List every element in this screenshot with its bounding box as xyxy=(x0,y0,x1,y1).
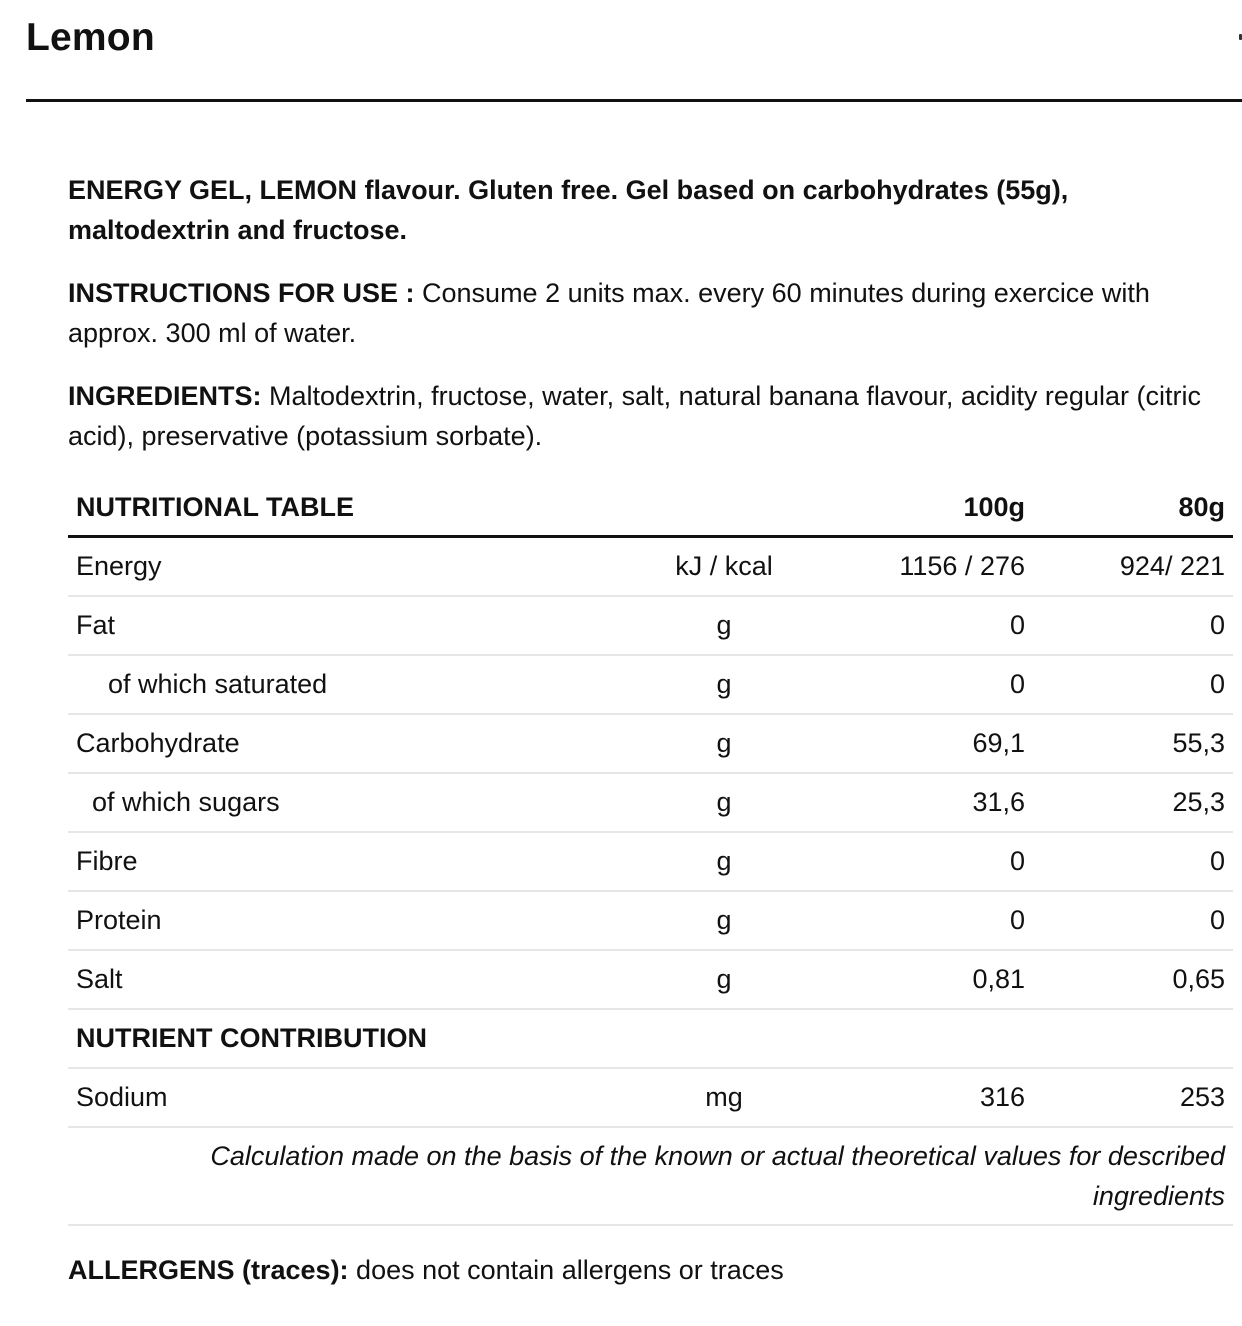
nutrient-name: Fat xyxy=(68,596,642,655)
section-row xyxy=(68,1009,1233,1068)
table-row xyxy=(68,832,1233,891)
nutrient-name: Protein xyxy=(68,891,642,950)
value-100g: 0 xyxy=(806,596,1033,655)
nutrient-name: Carbohydrate xyxy=(68,714,642,773)
nutrient-name: of which saturated xyxy=(68,655,642,714)
ingredients-label: INGREDIENTS: xyxy=(68,381,262,411)
instructions-paragraph xyxy=(68,273,1233,353)
value-100g: 0 xyxy=(806,891,1033,950)
unit-column-header xyxy=(642,479,806,537)
nutrient-name: Sodium xyxy=(68,1068,642,1127)
value-100g: 31,6 xyxy=(806,773,1033,832)
value-80g: 0,65 xyxy=(1033,950,1233,1009)
note-row xyxy=(68,1127,1233,1225)
value-80g: 0 xyxy=(1033,832,1233,891)
value-80g: 253 xyxy=(1033,1068,1233,1127)
nutrient-unit: g xyxy=(642,773,806,832)
calculation-note: Calculation made on the basis of the known or actual theoretical values for described ingredients xyxy=(68,1127,1233,1225)
column-header-100g: 100g xyxy=(806,479,1033,537)
allergens-label: ALLERGENS (traces): xyxy=(68,1255,349,1285)
instructions-label: INSTRUCTIONS FOR USE : xyxy=(68,278,415,308)
table-row xyxy=(68,537,1233,597)
value-80g: 0 xyxy=(1033,655,1233,714)
nutrient-name: Energy xyxy=(68,537,642,597)
nutrient-unit: g xyxy=(642,950,806,1009)
product-description: ENERGY GEL, LEMON flavour. Gluten free. Gel based on carbohydrates (55g), maltodextrin and fructose. xyxy=(68,175,1069,245)
nutrient-unit: g xyxy=(642,596,806,655)
nutrient-unit: kJ / kcal xyxy=(642,537,806,597)
nutritional-table xyxy=(68,479,1233,1226)
table-row xyxy=(68,1068,1233,1127)
section-title: NUTRIENT CONTRIBUTION xyxy=(68,1009,1233,1068)
value-80g: 924/ 221 xyxy=(1033,537,1233,597)
value-100g: 316 xyxy=(806,1068,1033,1127)
nutrient-name: Salt xyxy=(68,950,642,1009)
table-row xyxy=(68,950,1233,1009)
nutrient-unit: g xyxy=(642,891,806,950)
product-header xyxy=(26,0,1242,102)
value-100g: 0 xyxy=(806,832,1033,891)
value-80g: 0 xyxy=(1033,891,1233,950)
nutrient-unit: g xyxy=(642,832,806,891)
product-details xyxy=(68,170,1233,1290)
nutrient-unit: mg xyxy=(642,1068,806,1127)
column-header-80g: 80g xyxy=(1033,479,1233,537)
allergens-text: does not contain allergens or traces xyxy=(348,1255,784,1285)
table-row xyxy=(68,714,1233,773)
value-100g: 69,1 xyxy=(806,714,1033,773)
allergens-paragraph xyxy=(68,1250,1233,1290)
value-100g: 0 xyxy=(806,655,1033,714)
value-80g: 0 xyxy=(1033,596,1233,655)
ingredients-text: Maltodextrin, fructose, water, salt, natural banana flavour, acidity regular (citric acid), preservative (potassium sorbate). xyxy=(68,381,1201,451)
table-row xyxy=(68,596,1233,655)
table-row xyxy=(68,773,1233,832)
product-title: Lemon xyxy=(26,16,155,59)
value-80g: 55,3 xyxy=(1033,714,1233,773)
nutrient-name: Fibre xyxy=(68,832,642,891)
ingredients-paragraph xyxy=(68,376,1233,456)
nutrient-name: of which sugars xyxy=(68,773,642,832)
table-header-row xyxy=(68,479,1233,537)
nutrient-unit: g xyxy=(642,714,806,773)
nutrient-unit: g xyxy=(642,655,806,714)
table-row xyxy=(68,891,1233,950)
instructions-text: Consume 2 units max. every 60 minutes during exercice with approx. 300 ml of water. xyxy=(68,278,1150,348)
table-title: NUTRITIONAL TABLE xyxy=(68,479,642,537)
value-80g: 25,3 xyxy=(1033,773,1233,832)
table-row xyxy=(68,655,1233,714)
value-100g: 1156 / 276 xyxy=(806,537,1033,597)
value-100g: 0,81 xyxy=(806,950,1033,1009)
